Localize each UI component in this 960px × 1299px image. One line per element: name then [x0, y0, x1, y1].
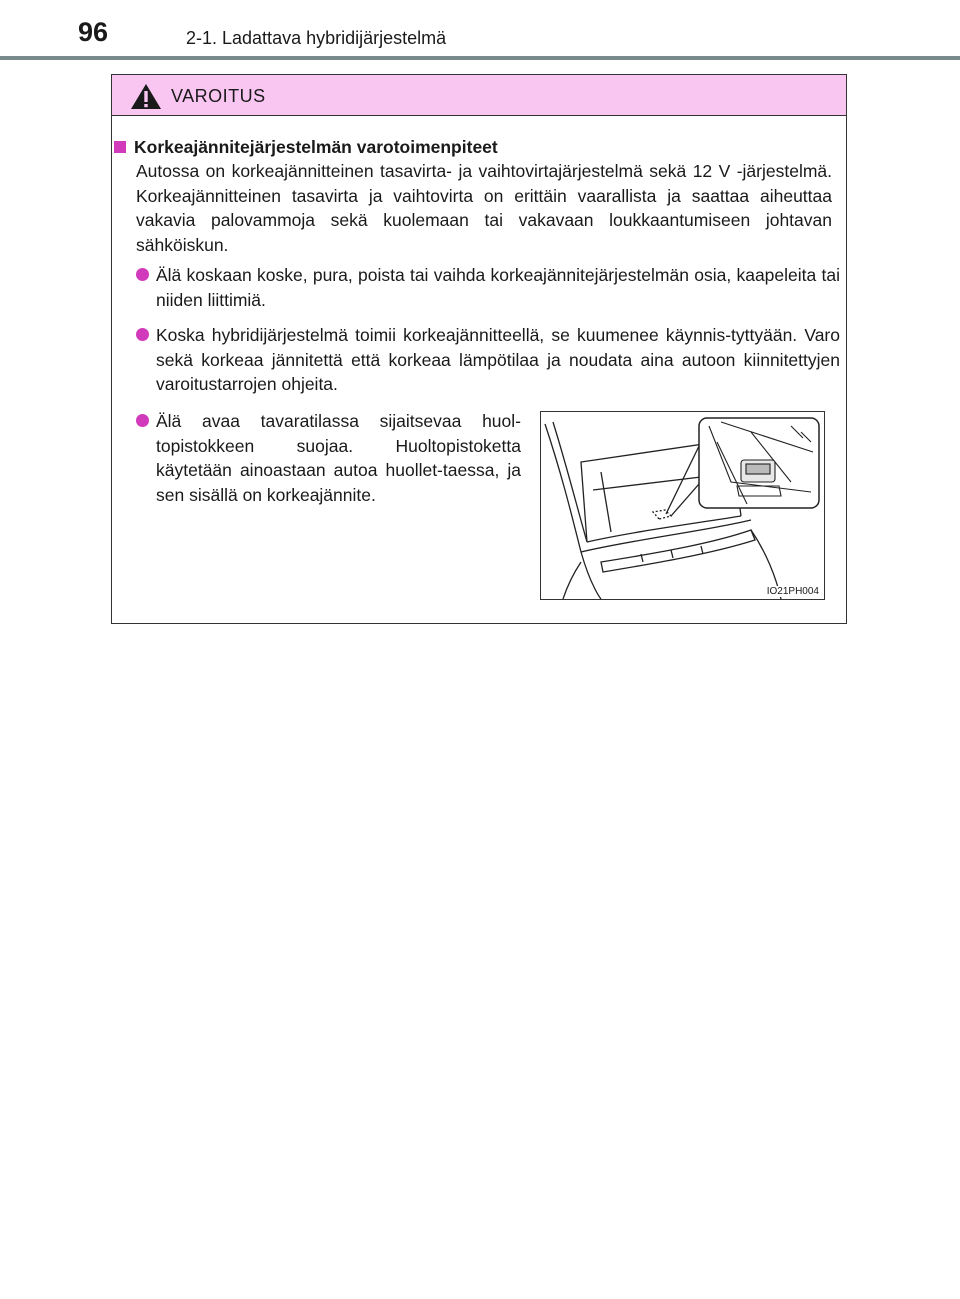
- warning-box: [111, 74, 847, 624]
- page-header: [0, 0, 960, 60]
- car-trunk-illustration: [541, 412, 824, 599]
- warning-triangle-icon: [130, 83, 162, 110]
- warning-header: [112, 75, 846, 116]
- warning-label: VAROITUS: [171, 86, 266, 106]
- section-title: 2-1. Ladattava hybridijärjestelmä: [186, 28, 447, 48]
- bullet-text: Koska hybridijärjestelmä toimii korkeajännitteellä, se kuumenee käynnis-tyttyään. Varo sekä korkeaa jännitettä että korkeaa lämpötilaa ja noudata aina autoon kiinnitettyjen varoitustarrojen ohjeita.: [156, 325, 840, 394]
- circle-bullet-icon: [136, 268, 149, 281]
- bullet-text: Älä koskaan koske, pura, poista tai vaihda korkeajännitejärjestelmän osia, kaapeleita tai niiden liittimiä.: [156, 265, 840, 310]
- bullet-item: [136, 323, 840, 397]
- bullet-item: [136, 263, 840, 312]
- warning-intro: Autossa on korkeajännitteinen tasavirta- ja vaihtovirtajärjestelmä sekä 12 V -järjestelmä. Korkeajännitteinen tasavirta ja vaihtovirta on erittäin vaarallista ja saattaa aiheuttaa vakavia palovammoja sekä kuolemaan tai vakavaan loukkaantumiseen johtavan sähköiskun.: [136, 161, 832, 255]
- page-number: 96: [78, 17, 109, 47]
- bullet-item: [136, 409, 521, 507]
- figure-code: IO21PH004: [766, 586, 819, 597]
- circle-bullet-icon: [136, 414, 149, 427]
- circle-bullet-icon: [136, 328, 149, 341]
- warning-heading-text: Korkeajännitejärjestelmän varotoimenpiteet: [134, 137, 498, 157]
- trunk-illustration: [540, 411, 825, 600]
- bullet-text: Älä avaa tavaratilassa sijaitsevaa huol-topistokkeen suojaa. Huoltopistoketta käytetään ainoastaan autoa huollet-taessa, ja sen sisällä on korkeajännite.: [156, 411, 521, 505]
- warning-heading: [114, 135, 814, 159]
- square-bullet-icon: [114, 141, 126, 153]
- header-rule: [0, 56, 960, 60]
